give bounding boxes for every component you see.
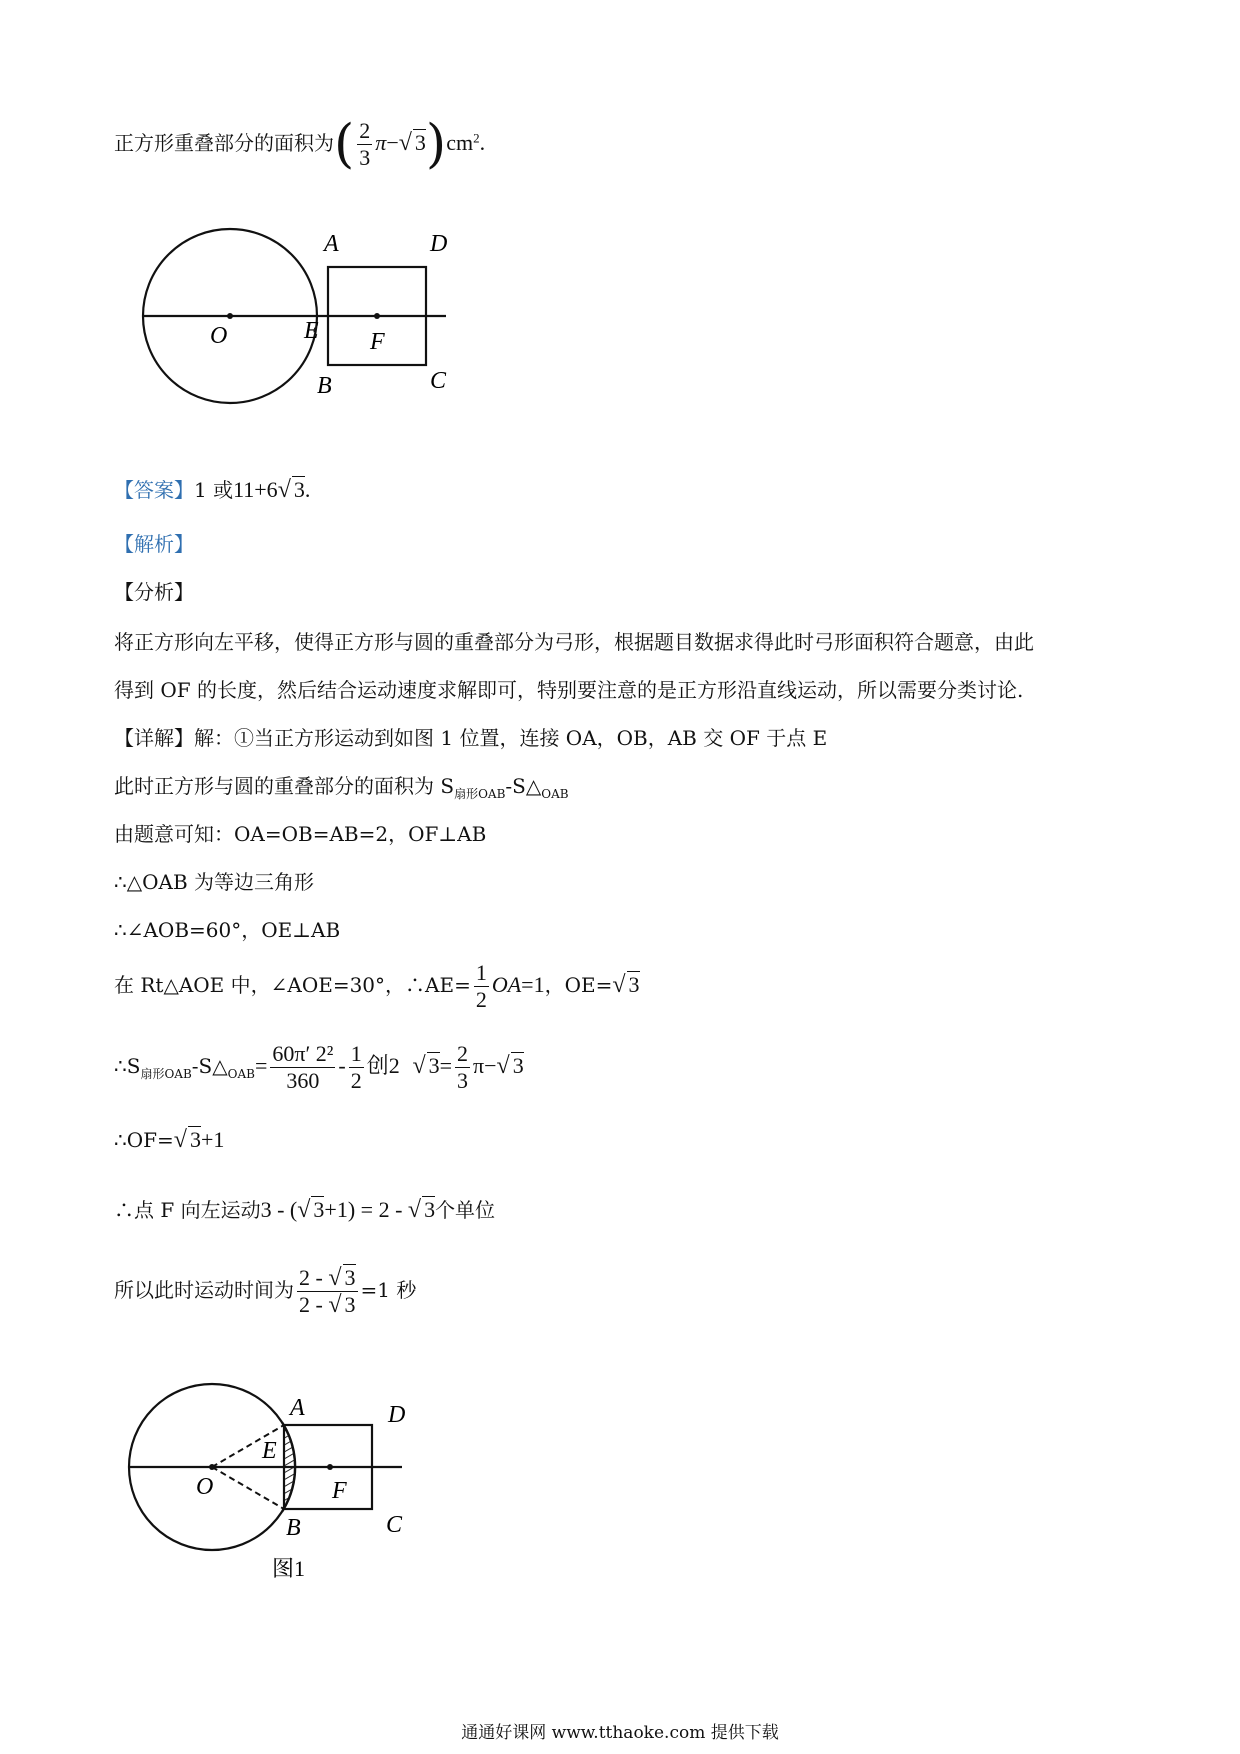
- label-f: F: [370, 329, 385, 355]
- time-tail: =1 秒: [360, 1278, 417, 1302]
- sqrt-radicand: 3: [428, 1053, 440, 1078]
- area-text: 此时正方形与圆的重叠部分的面积为 S: [114, 774, 455, 798]
- frac-den: 2: [350, 1068, 362, 1093]
- s-mid: -S△: [191, 1054, 228, 1078]
- label-c: C: [430, 368, 447, 394]
- pi-symbol: π: [375, 130, 387, 155]
- sub-triangle: OAB: [541, 787, 569, 801]
- label-a: A: [290, 1395, 305, 1421]
- footer-text: 通通好课网 www.tthaoke.com 提供下载: [461, 1723, 779, 1743]
- fenxi-tag: 【分析】: [114, 580, 194, 604]
- point-o: [209, 1464, 215, 1470]
- fraction-half: [349, 1041, 364, 1094]
- frac-den: [297, 1292, 358, 1318]
- s-text: ∴S: [114, 1054, 141, 1078]
- garbled-text: 创2: [366, 1053, 400, 1078]
- den-part: 2 -: [299, 1292, 329, 1317]
- pi-minus: π−: [473, 1053, 497, 1078]
- label-d: D: [430, 231, 448, 257]
- area-mid: -S△: [505, 774, 542, 798]
- point-o: [227, 313, 233, 319]
- frac-num: 2: [359, 118, 371, 143]
- equals-one: =1: [521, 972, 545, 997]
- num-part: 2 -: [299, 1265, 329, 1290]
- sub-sector: 扇形OAB: [140, 1067, 192, 1081]
- figure-1: [120, 1380, 440, 1610]
- sqrt-sign: √: [173, 1127, 187, 1153]
- sqrt-sign: √: [412, 1053, 426, 1079]
- of-line: [114, 1126, 224, 1154]
- label-f: F: [332, 1478, 347, 1504]
- time-line: [114, 1260, 416, 1320]
- point-f: [374, 313, 380, 319]
- fraction-sector: [270, 1041, 335, 1094]
- sqrt-sign: √: [496, 1053, 510, 1079]
- detail-line: [114, 724, 827, 752]
- sqrt-sign: √: [297, 1197, 311, 1223]
- fraction-time: [297, 1265, 358, 1318]
- analysis-tag: 【解析】: [114, 532, 194, 556]
- minus-sign: −: [386, 130, 399, 155]
- oa-symbol: OA: [491, 972, 522, 997]
- frac-num: 1: [475, 960, 487, 985]
- point-f: [327, 1464, 333, 1470]
- fraction-half: [474, 960, 489, 1013]
- sqrt-radicand: 3: [512, 1053, 524, 1078]
- sub-triangle: OAB: [227, 1067, 255, 1081]
- answer-line: [114, 476, 310, 504]
- frac-num: 2: [457, 1041, 469, 1066]
- oe-text: ，OE=: [544, 973, 613, 997]
- label-o: O: [196, 1474, 214, 1500]
- move-tail: 个单位: [435, 1198, 496, 1222]
- fraction-two-thirds: [455, 1041, 470, 1094]
- frac-num: [297, 1265, 358, 1292]
- rt-line: [114, 958, 640, 1013]
- sqrt-radicand: 3: [293, 477, 305, 502]
- figure-caption: 图1: [272, 1556, 306, 1581]
- angle-line: ∴∠AOB=60°，OE⊥AB: [114, 918, 341, 942]
- sqrt-radicand: 3: [344, 1292, 356, 1317]
- move-line: [114, 1196, 495, 1224]
- sqrt-radicand: 3: [628, 972, 640, 997]
- answer-expr: 11+6: [233, 477, 278, 502]
- area-line: [114, 772, 569, 808]
- top-area-text: 正方形重叠部分的面积为: [114, 131, 334, 155]
- known-line: 由题意可知：OA=OB=AB=2，OF⊥AB: [114, 822, 487, 846]
- sqrt-radicand: 3: [344, 1265, 356, 1290]
- label-c: C: [386, 1512, 403, 1538]
- expr-2: +1) = 2 -: [324, 1197, 408, 1222]
- plus-one: +1: [200, 1127, 225, 1152]
- minus: -: [338, 1053, 346, 1078]
- equals: =: [254, 1053, 268, 1078]
- fenxi-line-1: 将正方形向左平移，使得正方形与圆的重叠部分为弓形，根据题目数据求得此时弓形面积符合题意，由此: [114, 630, 1034, 654]
- label-a: A: [324, 231, 339, 257]
- label-d: D: [388, 1402, 406, 1428]
- sqrt-sign: √: [328, 1292, 342, 1318]
- top-area-line: [114, 114, 486, 175]
- fraction-two-thirds: [357, 118, 372, 171]
- label-b: B: [286, 1515, 301, 1541]
- sqrt-radicand: 3: [189, 1127, 201, 1152]
- label-b: B: [317, 373, 332, 399]
- left-paren: (: [334, 114, 355, 175]
- expr-1: 3 - (: [260, 1197, 298, 1222]
- frac-den: 3: [359, 145, 371, 170]
- sqrt-radicand: 3: [414, 130, 426, 155]
- time-text: 所以此时运动时间为: [114, 1278, 294, 1302]
- frac-num: 1: [350, 1041, 362, 1066]
- period: .: [304, 477, 311, 502]
- sub-sector: 扇形OAB: [454, 787, 506, 801]
- unit-cm: cm: [446, 130, 474, 155]
- move-text: ∴点 F 向左运动: [114, 1198, 261, 1222]
- frac-den: 3: [457, 1068, 469, 1093]
- detail-text: 解：①当正方形运动到如图 1 位置，连接 OA，OB，AB 交 OF 于点 E: [194, 726, 828, 750]
- rt-text: 在 Rt△AOE 中，∠AOE=30°，∴AE=: [114, 973, 471, 997]
- frac-den: 2: [475, 987, 487, 1012]
- sector-area-line: [114, 1036, 524, 1104]
- answer-tag: 【答案】: [114, 478, 194, 502]
- right-paren: ): [425, 114, 447, 175]
- frac-den: 360: [286, 1068, 320, 1093]
- answer-text: 1 或: [194, 478, 234, 502]
- figure-circle-square: [128, 210, 468, 420]
- sqrt-sign: √: [277, 477, 291, 503]
- detail-tag: 【详解】: [114, 726, 194, 750]
- sqrt-sign: √: [612, 972, 626, 998]
- of-text: ∴OF=: [114, 1128, 174, 1152]
- sqrt-sign: √: [328, 1265, 342, 1291]
- unit-exponent: 2: [473, 130, 480, 146]
- label-e: E: [262, 1438, 277, 1464]
- label-o: O: [210, 323, 228, 349]
- dashed-ob: [212, 1467, 284, 1509]
- equals: =: [439, 1053, 453, 1078]
- frac-num: 60π′ 2²: [272, 1041, 334, 1066]
- sqrt-sign: √: [398, 130, 412, 156]
- sqrt-sign: √: [407, 1197, 422, 1223]
- period: .: [479, 130, 486, 155]
- label-e: E: [304, 318, 319, 344]
- sqrt-radicand: 3: [424, 1197, 436, 1222]
- segment-shaded: [284, 1425, 295, 1509]
- fenxi-line-2: 得到 OF 的长度，然后结合运动速度求解即可，特别要注意的是正方形沿直线运动，所以需要分类讨论.: [114, 678, 1024, 702]
- sqrt-radicand: 3: [313, 1197, 325, 1222]
- equilateral-line: ∴△OAB 为等边三角形: [114, 870, 314, 894]
